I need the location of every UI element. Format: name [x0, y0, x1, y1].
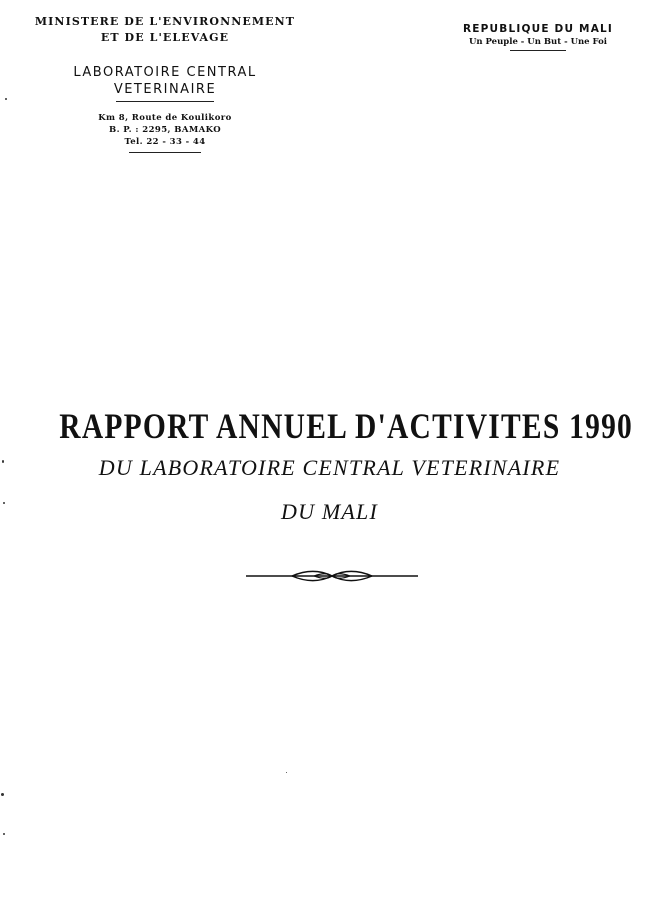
laboratory-name-line2: VETERINAIRE	[113, 82, 217, 97]
scan-speck	[3, 502, 5, 504]
motto-underline	[510, 50, 566, 51]
scan-speck	[286, 772, 287, 773]
laboratory-name	[30, 64, 300, 102]
address-street: Km 8, Route de Koulikoro	[98, 113, 232, 123]
ministry-name-line1: MINISTERE DE L'ENVIRONNEMENT	[34, 15, 296, 28]
report-subtitle-line2: DU MALI	[280, 499, 378, 524]
national-motto: Un Peuple - Un But - Une Foi	[468, 37, 608, 47]
report-title: RAPPORT ANNUEL D'ACTIVITES 1990	[59, 406, 634, 446]
ministry-name-line2: ET DE L'ELEVAGE	[100, 31, 230, 44]
report-subtitle-line1: DU LABORATOIRE CENTRAL VETERINAIRE	[98, 455, 561, 480]
scan-speck	[1, 793, 4, 796]
scan-speck	[2, 460, 4, 463]
address-underline	[129, 152, 201, 153]
laboratory-underline	[116, 101, 214, 102]
report-title-block	[0, 404, 659, 526]
laboratory-name-line1: LABORATOIRE CENTRAL	[73, 65, 257, 80]
scan-speck	[3, 833, 5, 835]
scan-speck	[5, 98, 7, 100]
laboratory-address	[30, 112, 300, 153]
republic-name: REPUBLIQUE DU MALI	[462, 23, 614, 35]
republic-header	[448, 22, 628, 51]
ornamental-divider	[244, 568, 420, 584]
address-telephone: Tel. 22 - 33 - 44	[124, 137, 206, 147]
ministry-header	[30, 14, 300, 153]
address-po-box: B. P. : 2295, BAMAKO	[108, 125, 222, 135]
